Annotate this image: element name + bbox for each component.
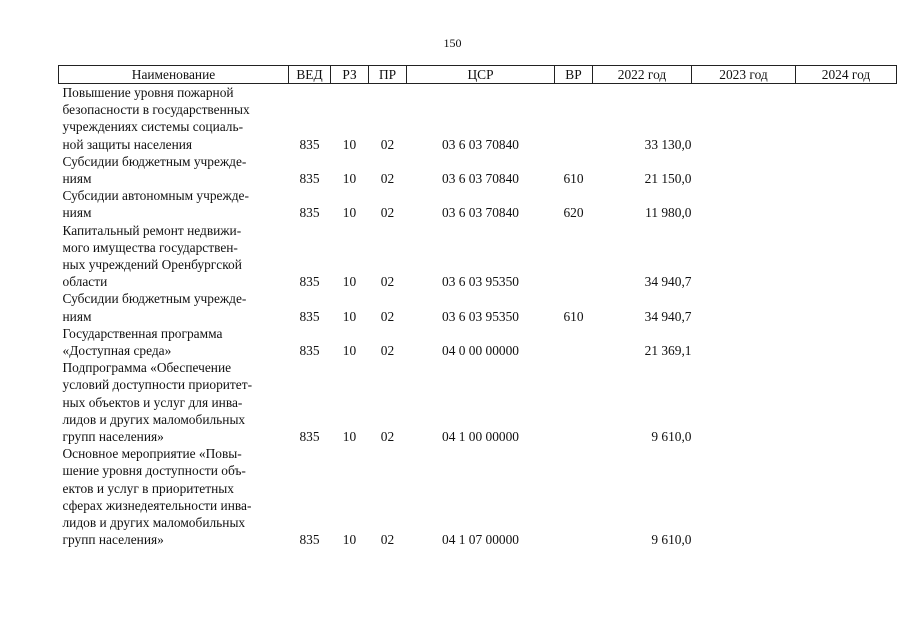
budget-table [58, 65, 897, 548]
row-2024 [796, 222, 897, 291]
row-pr: 02 [380, 429, 395, 445]
row-rz: 10 [342, 343, 357, 359]
row-name-line: Субсидии бюджетным учрежде- [62, 291, 247, 307]
row-2022: 34 940,7 [644, 274, 692, 290]
row-rz: 10 [342, 429, 357, 445]
row-2023 [692, 445, 796, 548]
header-ved: ВЕД [289, 66, 331, 84]
row-name [59, 290, 289, 324]
row-name-line: ных учреждений Оренбургской [62, 257, 242, 273]
row-2022: 21 369,1 [644, 343, 692, 359]
header-2023: 2023 год [692, 66, 796, 84]
row-name-line: безопасности в государственных [62, 102, 250, 118]
row-rz: 10 [342, 136, 357, 152]
row-ved: 835 [299, 171, 320, 187]
row-2024 [796, 153, 897, 187]
row-vr: 610 [563, 308, 584, 324]
row-vr [555, 325, 593, 359]
row-name-line: мого имущества государствен- [62, 239, 238, 255]
row-name-line: ных объектов и услуг для инва- [62, 394, 243, 410]
table-body [59, 84, 897, 549]
row-name-line: Субсидии автономным учрежде- [62, 188, 249, 204]
header-csr: ЦСР [407, 66, 555, 84]
row-pr: 02 [380, 308, 395, 324]
row-vr: 610 [563, 171, 584, 187]
table-row [59, 222, 897, 291]
row-2023 [692, 359, 796, 445]
row-pr: 02 [380, 171, 395, 187]
row-ved: 835 [299, 136, 320, 152]
row-name-line: области [62, 274, 108, 290]
row-pr: 02 [380, 274, 395, 290]
row-name [59, 445, 289, 548]
row-name-line: Государственная программа [62, 325, 223, 341]
row-2022: 34 940,7 [644, 308, 692, 324]
row-rz: 10 [342, 308, 357, 324]
row-rz: 10 [342, 205, 357, 221]
row-2023 [692, 187, 796, 221]
table-row [59, 290, 897, 324]
row-ved: 835 [299, 532, 320, 548]
row-2024 [796, 445, 897, 548]
row-name-line: лидов и других маломобильных [62, 515, 246, 531]
row-name [59, 222, 289, 291]
row-csr: 03 6 03 70840 [442, 171, 519, 187]
row-name [59, 84, 289, 153]
row-2022: 11 980,0 [645, 205, 692, 221]
row-name-line: ниям [62, 205, 92, 221]
row-rz: 10 [342, 274, 357, 290]
row-rz: 10 [342, 532, 357, 548]
row-name [59, 359, 289, 445]
table-row [59, 359, 897, 445]
table-row [59, 153, 897, 187]
header-name: Наименование [59, 66, 289, 84]
row-2023 [692, 84, 796, 153]
row-2023 [692, 325, 796, 359]
row-name-line: «Доступная среда» [62, 343, 172, 359]
row-pr: 02 [380, 136, 395, 152]
row-csr: 03 6 03 70840 [442, 136, 519, 152]
row-csr: 04 1 07 00000 [442, 532, 519, 548]
row-vr [555, 84, 593, 153]
row-csr: 03 6 03 70840 [442, 205, 519, 221]
header-vr: ВР [555, 66, 593, 84]
table-row [59, 445, 897, 548]
row-name-line: условий доступности приоритет- [62, 377, 253, 393]
row-name [59, 187, 289, 221]
row-name-line: Повышение уровня пожарной [62, 85, 234, 100]
table-header-row [59, 66, 897, 84]
row-2024 [796, 290, 897, 324]
row-name-line: ной защиты населения [62, 136, 193, 152]
row-name-line: ниям [62, 171, 92, 187]
row-name-line: ниям [62, 308, 92, 324]
row-ved: 835 [299, 343, 320, 359]
row-name [59, 325, 289, 359]
page-number: 150 [443, 36, 462, 50]
row-2024 [796, 325, 897, 359]
row-name-line: Капитальный ремонт недвижи- [62, 222, 242, 238]
row-name-line: учреждениях системы социаль- [62, 119, 244, 135]
row-name-line: ектов и услуг в приоритетных [62, 480, 234, 496]
row-2022: 33 130,0 [644, 136, 692, 152]
row-ved: 835 [299, 308, 320, 324]
row-ved: 835 [299, 429, 320, 445]
table-row [59, 84, 897, 153]
row-2022: 9 610,0 [651, 532, 692, 548]
row-vr [555, 222, 593, 291]
row-csr: 03 6 03 95350 [442, 308, 519, 324]
header-pr: ПР [369, 66, 407, 84]
row-csr: 04 1 00 00000 [442, 429, 519, 445]
row-csr: 04 0 00 00000 [442, 343, 519, 359]
row-name [59, 153, 289, 187]
row-name-line: шение уровня доступности объ- [62, 463, 246, 479]
row-name-line: Субсидии бюджетным учрежде- [62, 153, 247, 169]
header-2024: 2024 год [796, 66, 897, 84]
table-row [59, 187, 897, 221]
row-pr: 02 [380, 532, 395, 548]
row-2023 [692, 153, 796, 187]
header-2022: 2022 год [593, 66, 692, 84]
row-name-line: групп населения» [62, 532, 164, 548]
row-2024 [796, 84, 897, 153]
table-row [59, 325, 897, 359]
row-2023 [692, 222, 796, 291]
row-pr: 02 [380, 343, 395, 359]
row-name-line: Подпрограмма «Обеспечение [62, 360, 232, 376]
row-ved: 835 [299, 274, 320, 290]
row-name-line: лидов и других маломобильных [62, 411, 246, 427]
row-2023 [692, 290, 796, 324]
row-pr: 02 [380, 205, 395, 221]
row-name-line: сферах жизнедеятельности инва- [62, 497, 252, 513]
row-2022: 9 610,0 [651, 429, 692, 445]
header-rz: РЗ [331, 66, 369, 84]
row-vr [555, 445, 593, 548]
row-vr: 620 [563, 205, 584, 221]
row-rz: 10 [342, 171, 357, 187]
row-2024 [796, 187, 897, 221]
row-name-line: групп населения» [62, 429, 164, 445]
row-csr: 03 6 03 95350 [442, 274, 519, 290]
row-ved: 835 [299, 205, 320, 221]
row-2024 [796, 359, 897, 445]
row-name-line: Основное мероприятие «Повы- [62, 446, 242, 462]
row-vr [555, 359, 593, 445]
row-2022: 21 150,0 [644, 171, 692, 187]
